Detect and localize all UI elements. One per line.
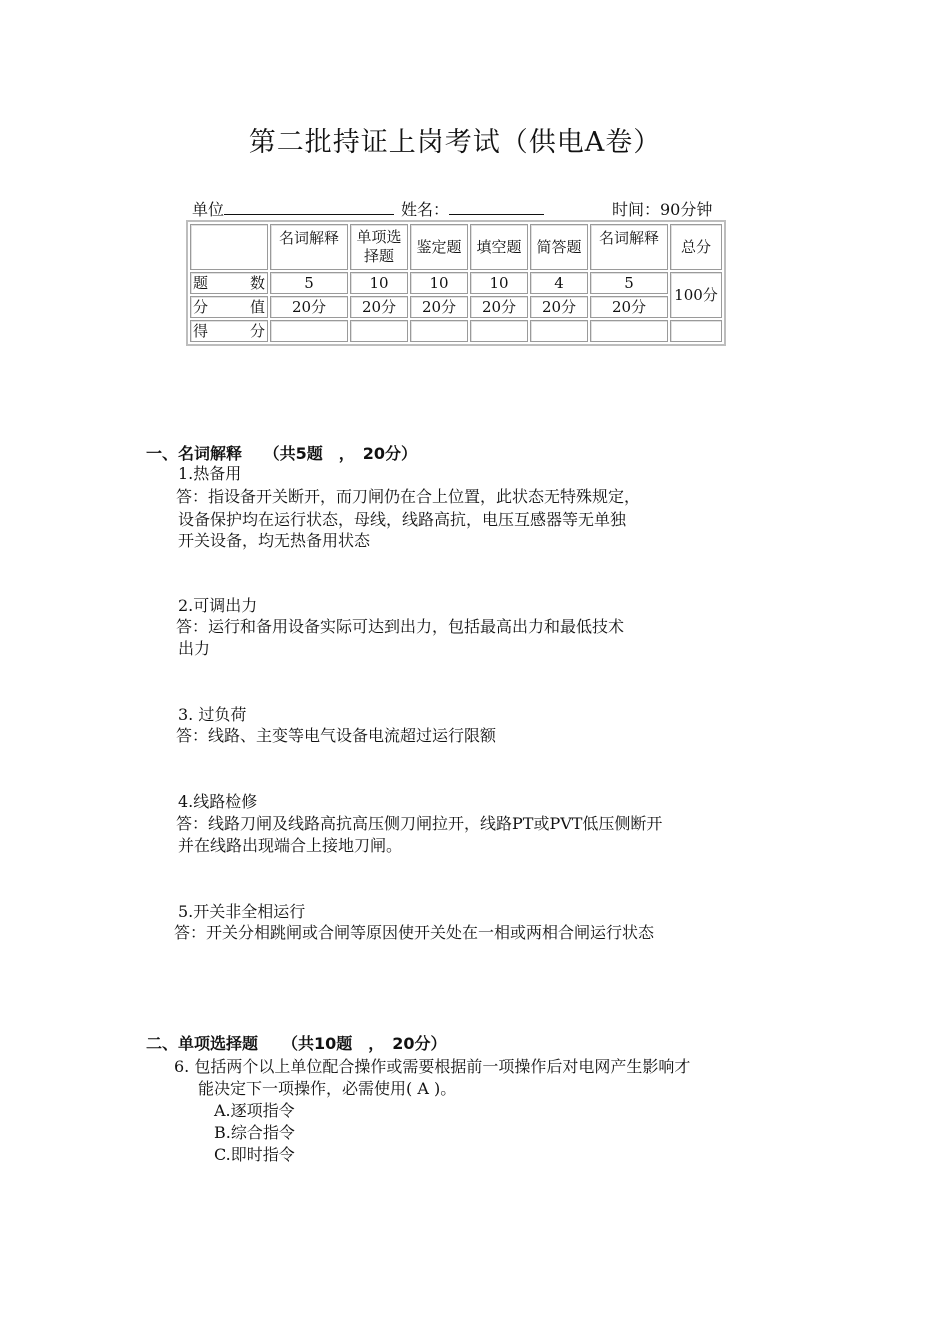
name-field (401, 197, 544, 220)
answer-line: 答：开关分相跳闸或合闸等原因使开关处在一相或两相合闸运行状态 (174, 923, 655, 942)
row-label: 分 值 (190, 296, 268, 318)
unit-label: 单位 (192, 200, 225, 219)
table-cell (590, 320, 668, 342)
table-header: 简答题 (530, 224, 588, 270)
table-cell (470, 320, 528, 342)
term: 2.可调出力 (178, 596, 258, 615)
row-label: 题 数 (190, 272, 268, 294)
answer-line: 答：线路、主变等电气设备电流超过运行限额 (176, 726, 497, 745)
answer-line: 答：线路刀闸及线路高抗高压侧刀闸拉开，线路PT或PVT低压侧断开 (176, 814, 663, 833)
name-label: 姓名： (401, 200, 450, 219)
option-a: A.逐项指令 (214, 1101, 295, 1120)
answer-line: 出力 (178, 639, 211, 658)
page-title: 第二批持证上岗考试（供电A卷） (248, 127, 662, 158)
answer-line: 设备保护均在运行状态，母线，线路高抗，电压互感器等无单独 (178, 510, 627, 529)
table-cell (270, 320, 348, 342)
table-cell: 20分 (530, 296, 588, 318)
option-b: B.综合指令 (214, 1123, 295, 1142)
table-cell: 5 (270, 272, 348, 294)
table-row (190, 320, 722, 342)
term: 4.线路检修 (178, 792, 258, 811)
unit-field (192, 197, 394, 220)
table-corner-cell (190, 224, 268, 270)
term: 5.开关非全相运行 (178, 902, 306, 921)
term: 3. 过负荷 (178, 705, 247, 724)
table-cell: 10 (410, 272, 468, 294)
table-cell: 20分 (410, 296, 468, 318)
table-cell: 20分 (470, 296, 528, 318)
answer-line: 开关设备，均无热备用状态 (178, 531, 371, 550)
name-blank (449, 198, 544, 215)
answer-line: 并在线路出现端合上接地刀闸。 (178, 836, 403, 855)
question-line: 6. 包括两个以上单位配合操作或需要根据前一项操作后对电网产生影响才 (174, 1057, 691, 1076)
table-header: 名词解释 (590, 224, 668, 270)
table-row (190, 272, 722, 294)
total-score-cell: 100分 (670, 272, 722, 318)
term: 1.热备用 (178, 464, 242, 483)
table-cell: 5 (590, 272, 668, 294)
table-cell: 20分 (590, 296, 668, 318)
score-table (186, 220, 726, 346)
table-header: 名词解释 (270, 224, 348, 270)
question-line: 能决定下一项操作，必需使用( A )。 (198, 1079, 457, 1098)
table-cell: 20分 (270, 296, 348, 318)
table-row (190, 296, 722, 318)
table-header: 填空题 (470, 224, 528, 270)
table-header-row (190, 224, 722, 270)
table-cell: 20分 (350, 296, 408, 318)
section-heading: 一、名词解释 （共5题 ， 20分） (146, 444, 417, 463)
table-cell: 10 (470, 272, 528, 294)
unit-blank (224, 198, 394, 215)
section-heading: 二、单项选择题 （共10题 ， 20分） (146, 1034, 447, 1053)
time-label: 时间：90分钟 (612, 200, 713, 219)
table-cell: 4 (530, 272, 588, 294)
table-cell (530, 320, 588, 342)
table-cell (670, 320, 722, 342)
table-cell (410, 320, 468, 342)
answer-line: 答：指设备开关断开，而刀闸仍在合上位置，此状态无特殊规定， (176, 487, 641, 506)
table-header: 总分 (670, 224, 722, 270)
row-label: 得 分 (190, 320, 268, 342)
table-header: 鉴定题 (410, 224, 468, 270)
table-header: 单项选择题 (350, 224, 408, 270)
option-c: C.即时指令 (214, 1145, 295, 1164)
answer-line: 答：运行和备用设备实际可达到出力，包括最高出力和最低技术 (176, 617, 625, 636)
table-cell: 10 (350, 272, 408, 294)
table-cell (350, 320, 408, 342)
